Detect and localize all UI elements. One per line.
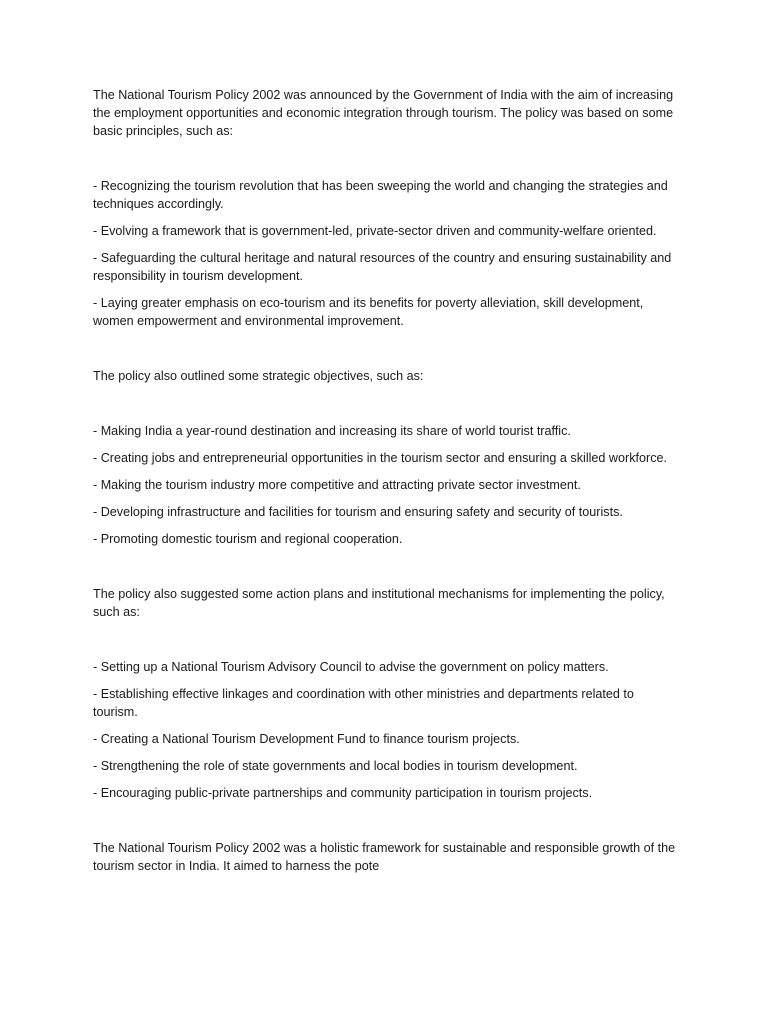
list-item: - Creating a National Tourism Development Fund to finance tourism projects.: [93, 732, 520, 746]
list-item: - Promoting domestic tourism and regional cooperation.: [93, 532, 403, 546]
list-item: - Laying greater emphasis on eco-tourism and its benefits for poverty alleviation, skill development, women empowerment and environmental improvement.: [93, 296, 644, 328]
objectives-heading: The policy also outlined some strategic objectives, such as:: [93, 369, 424, 383]
list-item: - Creating jobs and entrepreneurial opportunities in the tourism sector and ensuring a skilled workforce.: [93, 451, 668, 465]
document-body: [93, 86, 679, 875]
list-item: - Developing infrastructure and facilities for tourism and ensuring safety and security of tourists.: [93, 505, 623, 519]
principles-list: [93, 177, 679, 330]
list-item: - Evolving a framework that is government-led, private-sector driven and community-welfare oriented.: [93, 224, 657, 238]
list-item: - Recognizing the tourism revolution that has been sweeping the world and changing the strategies and techniques accordingly.: [93, 179, 668, 211]
list-item: - Strengthening the role of state governments and local bodies in tourism development.: [93, 759, 578, 773]
actions-list: [93, 658, 679, 802]
actions-heading: The policy also suggested some action plans and institutional mechanisms for implementing the policy, such as:: [93, 587, 665, 619]
list-item: - Safeguarding the cultural heritage and natural resources of the country and ensuring sustainability and responsibility in tourism development.: [93, 251, 672, 283]
list-item: - Encouraging public-private partnerships and community participation in tourism projects.: [93, 786, 593, 800]
intro-paragraph: The National Tourism Policy 2002 was announced by the Government of India with the aim of increasing the employment opportunities and economic integration through tourism. The policy was based on some basic principles, such as:: [93, 88, 674, 138]
list-item: - Establishing effective linkages and coordination with other ministries and departments related to tourism.: [93, 687, 634, 719]
list-item: - Making India a year-round destination and increasing its share of world tourist traffic.: [93, 424, 571, 438]
list-item: - Setting up a National Tourism Advisory Council to advise the government on policy matters.: [93, 660, 609, 674]
objectives-list: [93, 422, 679, 548]
conclusion-paragraph: The National Tourism Policy 2002 was a holistic framework for sustainable and responsible growth of the tourism sector in India. It aimed to harness the pote: [93, 841, 676, 873]
list-item: - Making the tourism industry more competitive and attracting private sector investment.: [93, 478, 581, 492]
